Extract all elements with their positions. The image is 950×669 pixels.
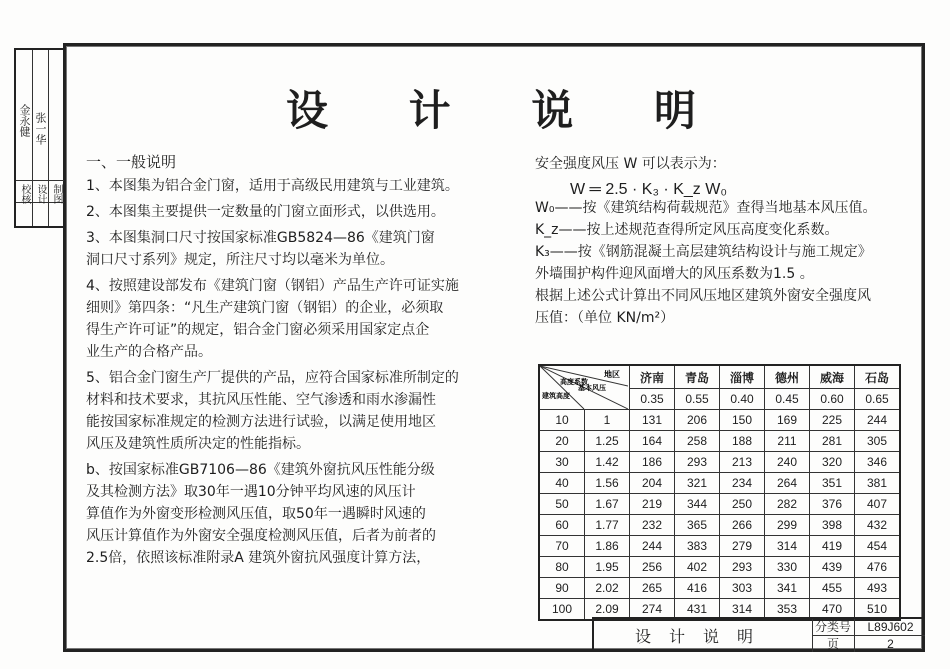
pressure-value-cell: 225: [810, 410, 855, 431]
pressure-value-cell: 344: [675, 494, 720, 515]
role-label: 制图: [51, 184, 62, 204]
table-row: [539, 494, 900, 515]
corner-label: 建筑高度: [542, 392, 570, 400]
corner-label: 地区: [604, 370, 620, 379]
height-coefficient-cell: 1.25: [585, 431, 630, 452]
page-row: [812, 636, 925, 652]
pressure-value-cell: 232: [630, 515, 675, 536]
pressure-value-cell: 346: [855, 452, 901, 473]
base-pressure-cell: 0.65: [855, 389, 901, 410]
page-title-char: 说: [531, 86, 574, 135]
pressure-value-cell: 150: [720, 410, 765, 431]
pressure-value-cell: 439: [810, 557, 855, 578]
pressure-value-cell: 213: [720, 452, 765, 473]
pressure-value-cell: 293: [675, 452, 720, 473]
pressure-value-cell: 303: [720, 578, 765, 599]
pressure-value-cell: 256: [630, 557, 675, 578]
base-pressure-cell: 0.40: [720, 389, 765, 410]
stamp-divider: [16, 180, 64, 181]
page-title-char: 设: [286, 86, 329, 135]
pressure-value-cell: 204: [630, 473, 675, 494]
note-item: 2、本图集主要提供一定数量的门窗立面形式，以供选用。: [86, 204, 445, 220]
note-item: 3、本图集洞口尺寸按国家标准GB5824—86《建筑门窗 洞口尺寸系列》规定，所注尺寸均以毫米为单位。: [86, 230, 435, 268]
pressure-value-cell: 320: [810, 452, 855, 473]
section-heading: 一、一般说明: [86, 153, 177, 171]
pressure-value-cell: 299: [765, 515, 810, 536]
role-label: 设计: [35, 184, 46, 204]
pressure-value-cell: 321: [675, 473, 720, 494]
pressure-value-cell: 293: [720, 557, 765, 578]
building-height-cell: 20: [539, 431, 585, 452]
unit-line: 压值：（单位 KN/m²）: [535, 310, 675, 326]
stamp-divider: [32, 50, 33, 226]
page-title-char: 明: [653, 86, 696, 135]
base-pressure-cell: 0.55: [675, 389, 720, 410]
pressure-value-cell: 279: [720, 536, 765, 557]
page-title-char: 计: [408, 86, 451, 135]
pressure-value-cell: 266: [720, 515, 765, 536]
table-row: [539, 557, 900, 578]
signature-name: 张一华: [34, 112, 47, 145]
pressure-value-cell: 407: [855, 494, 901, 515]
base-pressure-cell: 0.35: [630, 389, 675, 410]
pressure-value-cell: 419: [810, 536, 855, 557]
height-coefficient-cell: 1.42: [585, 452, 630, 473]
pressure-value-cell: 258: [675, 431, 720, 452]
base-pressure-cell: 0.60: [810, 389, 855, 410]
table-row: [539, 536, 900, 557]
building-height-cell: 40: [539, 473, 585, 494]
corner-label: 高度系数: [560, 378, 588, 386]
pressure-value-cell: 381: [855, 473, 901, 494]
pressure-value-cell: 274: [630, 599, 675, 621]
height-coefficient-cell: 1.95: [585, 557, 630, 578]
pressure-value-cell: 314: [765, 536, 810, 557]
height-coefficient-cell: 1.56: [585, 473, 630, 494]
table-row: [539, 410, 900, 431]
general-notes: [86, 151, 486, 573]
wind-pressure-notes: [535, 153, 920, 329]
building-height-cell: 70: [539, 536, 585, 557]
height-coefficient-cell: 1.86: [585, 536, 630, 557]
safety-pressure-formula: W ═ 2.5 · K₃ · K_z W₀: [570, 181, 727, 198]
definition-line: W₀——按《建筑结构荷载规范》查得当地基本风压值。: [535, 200, 877, 216]
pressure-value-cell: 416: [675, 578, 720, 599]
table-row: [539, 578, 900, 599]
height-coefficient-cell: 2.02: [585, 578, 630, 599]
city-header: 德州: [765, 365, 810, 389]
building-height-cell: 10: [539, 410, 585, 431]
note-item: b、按国家标准GB7106—86《建筑外窗抗风压性能分级 及其检测方法》取30年一遇10分钟平均风速的风压计 算值作为外窗变形检测风压值，取50年一遇瞬时风速的 风压计算值作为外窗安全强度检测风压值，后者为前者的 2.5倍，依照该标准附录A 建筑外窗抗风强度计算方法，: [86, 462, 436, 566]
building-height-cell: 30: [539, 452, 585, 473]
table-row: [539, 452, 900, 473]
building-height-cell: 100: [539, 599, 585, 621]
page-label: 页: [812, 636, 855, 652]
pressure-value-cell: 470: [810, 599, 855, 621]
table-row: [539, 515, 900, 536]
pressure-value-cell: 330: [765, 557, 810, 578]
note-item: 5、铝合金门窗生产厂提供的产品，应符合国家标准所制定的 材料和技术要求，其抗风压性能、空气渗透和雨水渗漏性 能按国家标准规定的检测方法进行试验，以满足使用地区 风压及建筑性质所决定的性能指标。: [86, 370, 459, 452]
table-row: [539, 473, 900, 494]
corner-diagonal-lines: [540, 366, 628, 409]
pressure-value-cell: 351: [810, 473, 855, 494]
pressure-value-cell: 264: [765, 473, 810, 494]
table-corner-cell: [539, 365, 630, 410]
page-title: [286, 78, 696, 138]
pressure-value-cell: 402: [675, 557, 720, 578]
base-pressure-cell: 0.45: [765, 389, 810, 410]
city-header: 淄博: [720, 365, 765, 389]
definition-line: K₃——按《钢筋混凝土高层建筑结构设计与施工规定》: [535, 244, 872, 260]
pressure-value-cell: 314: [720, 599, 765, 621]
height-coefficient-cell: 1: [585, 410, 630, 431]
note-item: 1、本图集为铝合金门窗，适用于高级民用建筑与工业建筑。: [86, 178, 459, 194]
height-coefficient-cell: 2.09: [585, 599, 630, 621]
pressure-value-cell: 250: [720, 494, 765, 515]
pressure-value-cell: 510: [855, 599, 901, 621]
city-header: 济南: [630, 365, 675, 389]
pressure-value-cell: 265: [630, 578, 675, 599]
wind-pressure-table: [538, 364, 901, 621]
signature-name: 金永健: [18, 104, 31, 137]
pressure-value-cell: 431: [675, 599, 720, 621]
pressure-value-cell: 282: [765, 494, 810, 515]
table-row: [539, 431, 900, 452]
pressure-value-cell: 341: [765, 578, 810, 599]
wind-table-body: [539, 410, 900, 621]
pressure-value-cell: 376: [810, 494, 855, 515]
stamp-divider: [48, 50, 49, 226]
pressure-value-cell: 186: [630, 452, 675, 473]
pressure-value-cell: 169: [765, 410, 810, 431]
pressure-value-cell: 455: [810, 578, 855, 599]
classification-label: 分类号: [812, 619, 855, 635]
pressure-value-cell: 234: [720, 473, 765, 494]
pressure-value-cell: 244: [855, 410, 901, 431]
city-header: 青岛: [675, 365, 720, 389]
building-height-cell: 50: [539, 494, 585, 515]
pressure-value-cell: 188: [720, 431, 765, 452]
pressure-value-cell: 240: [765, 452, 810, 473]
drawing-name: 设计说明: [594, 619, 813, 652]
pressure-value-cell: 281: [810, 431, 855, 452]
classification-row: [812, 619, 925, 636]
building-height-cell: 80: [539, 557, 585, 578]
pressure-value-cell: 131: [630, 410, 675, 431]
note-item: 4、按照建设部发布《建筑门窗（钢铝）产品生产许可证实施 细则》第四条：“凡生产建筑门窗（钢铝）的企业，必须取 得生产许可证”的规定，铝合金门窗必须采用国家定点企 业生产的合格产品。: [86, 278, 459, 360]
building-height-cell: 90: [539, 578, 585, 599]
definition-line: 根据上述公式计算出不同风压地区建筑外窗安全强度风: [535, 288, 871, 304]
definition-line: K_z——按上述规范查得所定风压高度变化系数。: [535, 222, 839, 238]
role-label: 校核: [19, 184, 30, 204]
formula-intro: 安全强度风压 W 可以表示为：: [535, 156, 726, 172]
page-number: 2: [887, 637, 894, 651]
city-header: 石岛: [855, 365, 901, 389]
pressure-value-cell: 383: [675, 536, 720, 557]
pressure-value-cell: 305: [855, 431, 901, 452]
title-block: [592, 617, 925, 652]
pressure-value-cell: 206: [675, 410, 720, 431]
building-height-cell: 60: [539, 515, 585, 536]
height-coefficient-cell: 1.77: [585, 515, 630, 536]
table-header-row: [539, 365, 900, 389]
approval-stamp-block: [14, 48, 66, 228]
pressure-value-cell: 432: [855, 515, 901, 536]
height-coefficient-cell: 1.67: [585, 494, 630, 515]
pressure-value-cell: 164: [630, 431, 675, 452]
pressure-value-cell: 365: [675, 515, 720, 536]
pressure-value-cell: 476: [855, 557, 901, 578]
pressure-value-cell: 211: [765, 431, 810, 452]
pressure-value-cell: 493: [855, 578, 901, 599]
pressure-value-cell: 454: [855, 536, 901, 557]
classification-number: L89J602: [867, 620, 914, 634]
city-header: 威海: [810, 365, 855, 389]
corner-label: 基本风压: [578, 384, 606, 392]
pressure-value-cell: 244: [630, 536, 675, 557]
pressure-value-cell: 353: [765, 599, 810, 621]
definition-line: 外墙围护构件迎风面增大的风压系数为1.5 。: [535, 266, 814, 282]
pressure-value-cell: 398: [810, 515, 855, 536]
pressure-value-cell: 219: [630, 494, 675, 515]
